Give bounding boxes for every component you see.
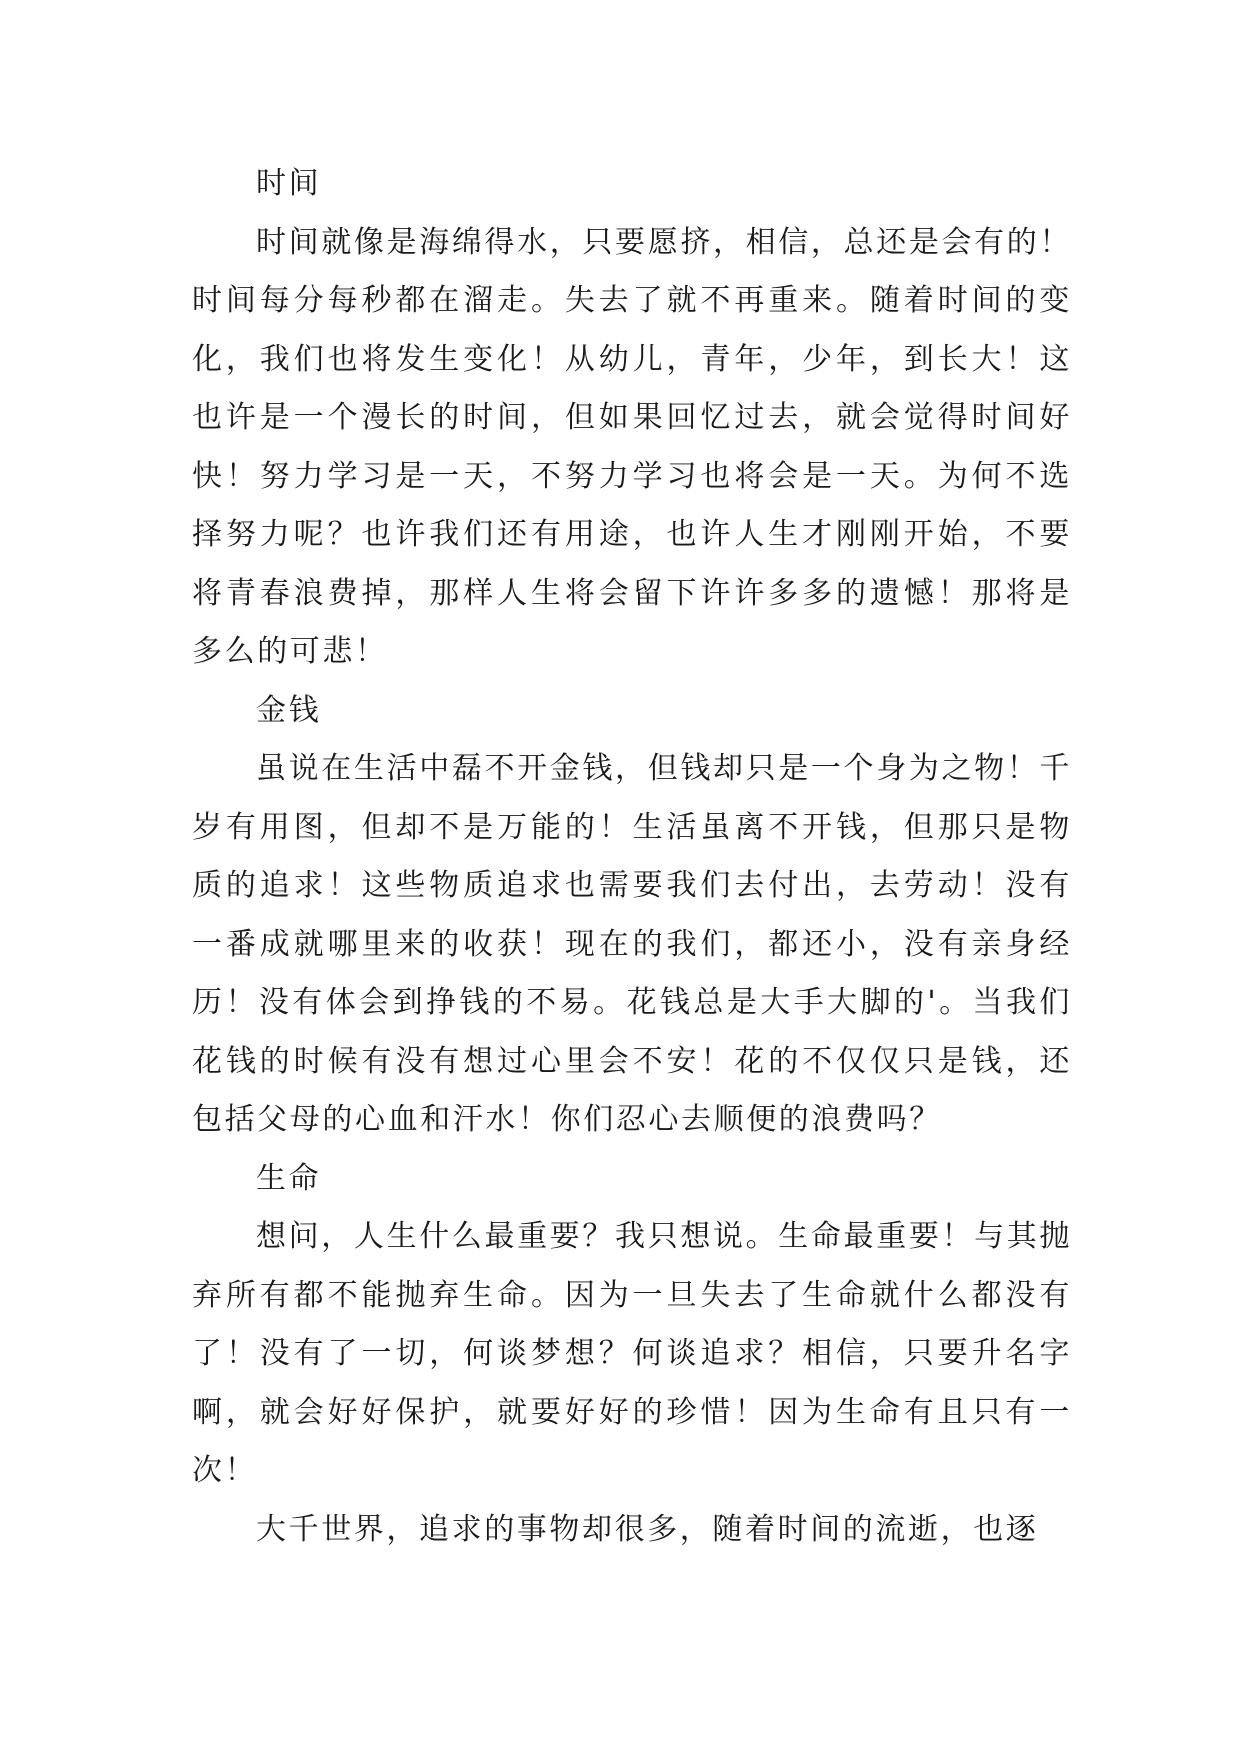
section-heading-time: 时间 [256,166,322,201]
section-heading-life: 生命 [256,1160,322,1196]
section-paragraph-money: 虽说在生活中磊不开金钱，但钱却只是一个身为之物！千岁有用图，但却不是万能的！生活虽离不开钱，但那只是物质的追求！这些物质追求也需要我们去付出，去劳动！没有一番成就哪里来的收获！现在的我们，都还小，没有亲身经历！没有体会到挣钱的不易。花钱总是大手大脚的'。当我们花钱的时候有没有想过心里会不安！花的不仅仅只是钱，还包括父母的心血和汗水！你们忍心去顺便的浪费吗？ [192,751,1072,1137]
section-paragraph-life: 想问，人生什么最重要？我只想说。生命最重要！与其抛弃所有都不能抛弃生命。因为一旦失去了生命就什么都没有了！没有了一切，何谈梦想？何谈追求？相信，只要升名字啊，就会好好保护，就要好好的珍惜！因为生命有且只有一次！ [192,1219,1072,1488]
section-paragraph-time: 时间就像是海绵得水，只要愿挤，相信，总还是会有的！时间每分每秒都在溜走。失去了就不再重来。随着时间的变化，我们也将发生变化！从幼儿，青年，少年，到长大！这也许是一个漫长的时间，但如果回忆过去，就会觉得时间好快！努力学习是一天，不努力学习也将会是一天。为何不选择努力呢？也许我们还有用途，也许人生才刚刚开始，不要将青春浪费掉，那样人生将会留下许许多多的遗憾！那将是多么的可悲！ [192,224,1072,669]
section-paragraph-world: 大千世界，追求的事物却很多，随着时间的流逝，也逐 [256,1511,1039,1547]
document-body [192,155,1072,1559]
section-heading-money: 金钱 [256,692,322,728]
